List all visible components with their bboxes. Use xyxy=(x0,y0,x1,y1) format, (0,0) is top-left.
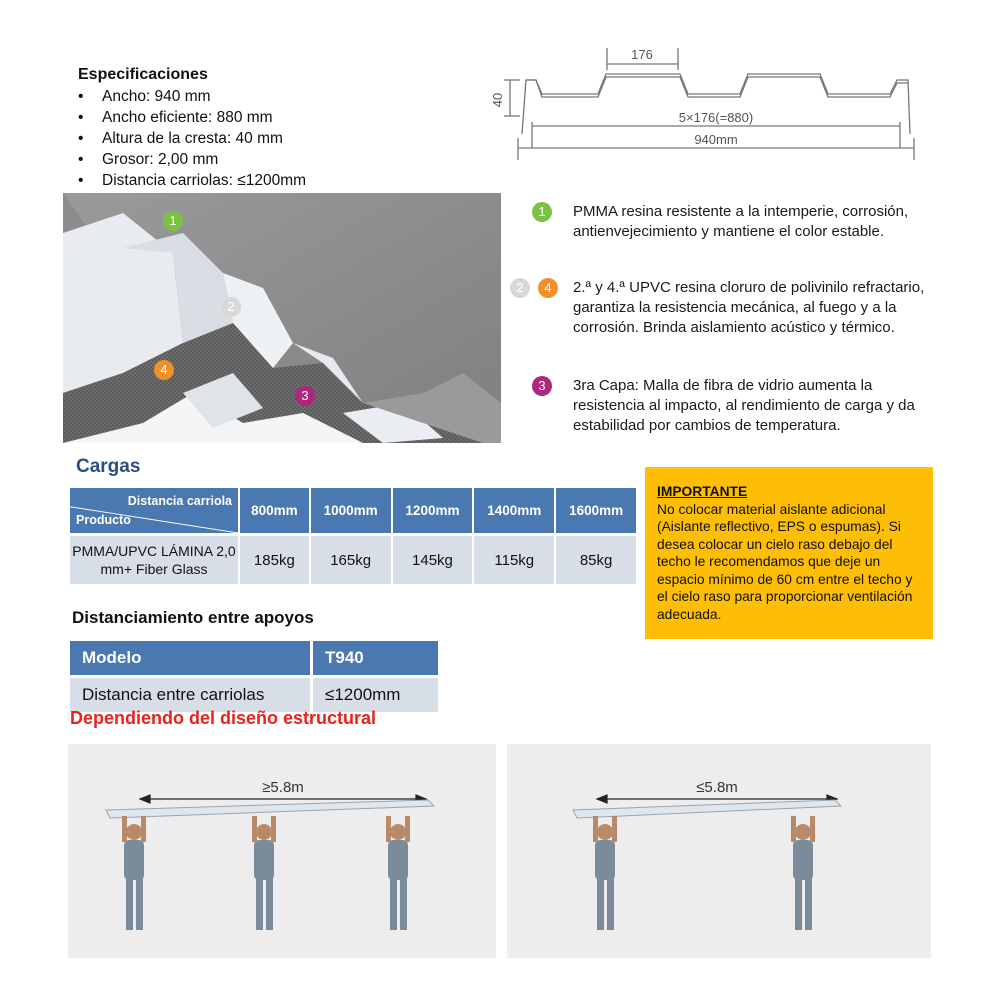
three-people-carrying-scene xyxy=(68,744,496,958)
layer-2-4-description xyxy=(508,278,928,338)
important-text: No colocar material aislante adicional (Aislante reflectivo, EPS o espumas). Si desea colocar un cielo raso debajo del techo le recomendamos que deje un espacio mínimo de 60 cm entre el techo y el cielo raso para proporcionar ventilación adecuada. xyxy=(657,501,913,622)
important-title: IMPORTANTE xyxy=(657,484,748,499)
layer-3-badge: 3 xyxy=(532,376,552,396)
spec-crest-height: • Altura de la cresta: 40 mm xyxy=(78,128,458,149)
photo-badge-4: 4 xyxy=(154,360,174,380)
loads-col-1400: 1400mm xyxy=(474,488,554,536)
layer-3-description xyxy=(508,376,928,436)
spacing-table xyxy=(70,638,438,715)
loads-value-1200: 145kg xyxy=(393,536,473,584)
roof-sheet-photo xyxy=(63,193,501,443)
loads-value-1600: 85kg xyxy=(556,536,636,584)
spec-width: • Ancho: 940 mm xyxy=(78,86,458,107)
person-figure xyxy=(386,816,410,930)
spacing-title: Distanciamiento entre apoyos xyxy=(72,608,314,627)
loads-header-product: Producto xyxy=(76,513,131,527)
loads-header-distance: Distancia carriola xyxy=(127,494,232,508)
spec-thickness: • Grosor: 2,00 mm xyxy=(78,149,458,170)
photo-badge-2: 2 xyxy=(221,297,241,317)
person-figure xyxy=(593,816,617,930)
specifications-title: Especificaciones xyxy=(78,66,208,83)
loads-value-1000: 165kg xyxy=(311,536,391,584)
profile-svg xyxy=(490,42,930,167)
left-length-label: ≥5.8m xyxy=(262,779,304,796)
photo-badge-1: 1 xyxy=(163,211,183,231)
loads-value-800: 185kg xyxy=(240,536,309,584)
spec-purlin-distance: • Distancia carriolas: ≤1200mm xyxy=(78,170,458,191)
loads-value-1400: 115kg xyxy=(474,536,554,584)
profile-total-label: 940mm xyxy=(694,132,738,147)
layer-2-4-text: 2.ª y 4.ª UPVC resina cloruro de polivinilo refractario, garantiza la resistencia mecánica, al fuego y a la corrosión. Brinda aislamiento acústico y térmico. xyxy=(573,279,925,336)
profile-drawing xyxy=(490,42,930,167)
loads-col-1200: 1200mm xyxy=(393,488,473,536)
loads-product-name: PMMA/UPVC LÁMINA 2,0 mm+ Fiber Glass xyxy=(70,536,238,584)
layer-1-text: PMMA resina resistente a la intemperie, corrosión, antienvejecimiento y mantiene el color estable. xyxy=(573,203,909,240)
layer-3-text: 3ra Capa: Malla de fibra de vidrio aumenta la resistencia al impacto, al rendimiento de carga y da estabilidad por cambios de temperatura. xyxy=(573,377,915,434)
structural-design-note: Dependiendo del diseño estructural xyxy=(70,708,377,728)
loads-table xyxy=(68,488,638,584)
important-notice xyxy=(645,467,933,639)
spec-effective-width: • Ancho eficiente: 880 mm xyxy=(78,107,458,128)
specifications xyxy=(78,66,458,191)
layer-1-description xyxy=(508,202,928,242)
spacing-header-model: Modelo xyxy=(70,641,310,675)
person-figure xyxy=(791,816,815,930)
photo-badge-3: 3 xyxy=(295,386,315,406)
loads-corner-header xyxy=(70,488,238,536)
profile-effective-label: 5×176(=880) xyxy=(678,110,754,125)
right-length-label: ≤5.8m xyxy=(696,779,738,796)
layer-2-badge: 2 xyxy=(510,278,530,298)
spacing-data-row xyxy=(70,678,438,712)
layer-4-badge: 4 xyxy=(538,278,558,298)
loads-col-800: 800mm xyxy=(240,488,309,536)
profile-pitch-label: 176 xyxy=(631,47,653,62)
profile-height-label: 40 xyxy=(490,92,505,108)
loads-data-row xyxy=(70,536,636,584)
two-people-carrying-scene xyxy=(507,744,931,958)
person-figure xyxy=(122,816,146,930)
loads-title: Cargas xyxy=(76,456,141,477)
specifications-list xyxy=(78,86,458,191)
spacing-row-label: Distancia entre carriolas xyxy=(70,678,310,712)
loads-header-row xyxy=(70,488,636,536)
spacing-header-row xyxy=(70,641,438,675)
spacing-header-t940: T940 xyxy=(310,641,438,675)
spacing-row-value: ≤1200mm xyxy=(310,678,438,712)
loads-col-1600: 1600mm xyxy=(556,488,636,536)
person-figure xyxy=(252,816,276,930)
layer-1-badge: 1 xyxy=(532,202,552,222)
loads-col-1000: 1000mm xyxy=(311,488,391,536)
